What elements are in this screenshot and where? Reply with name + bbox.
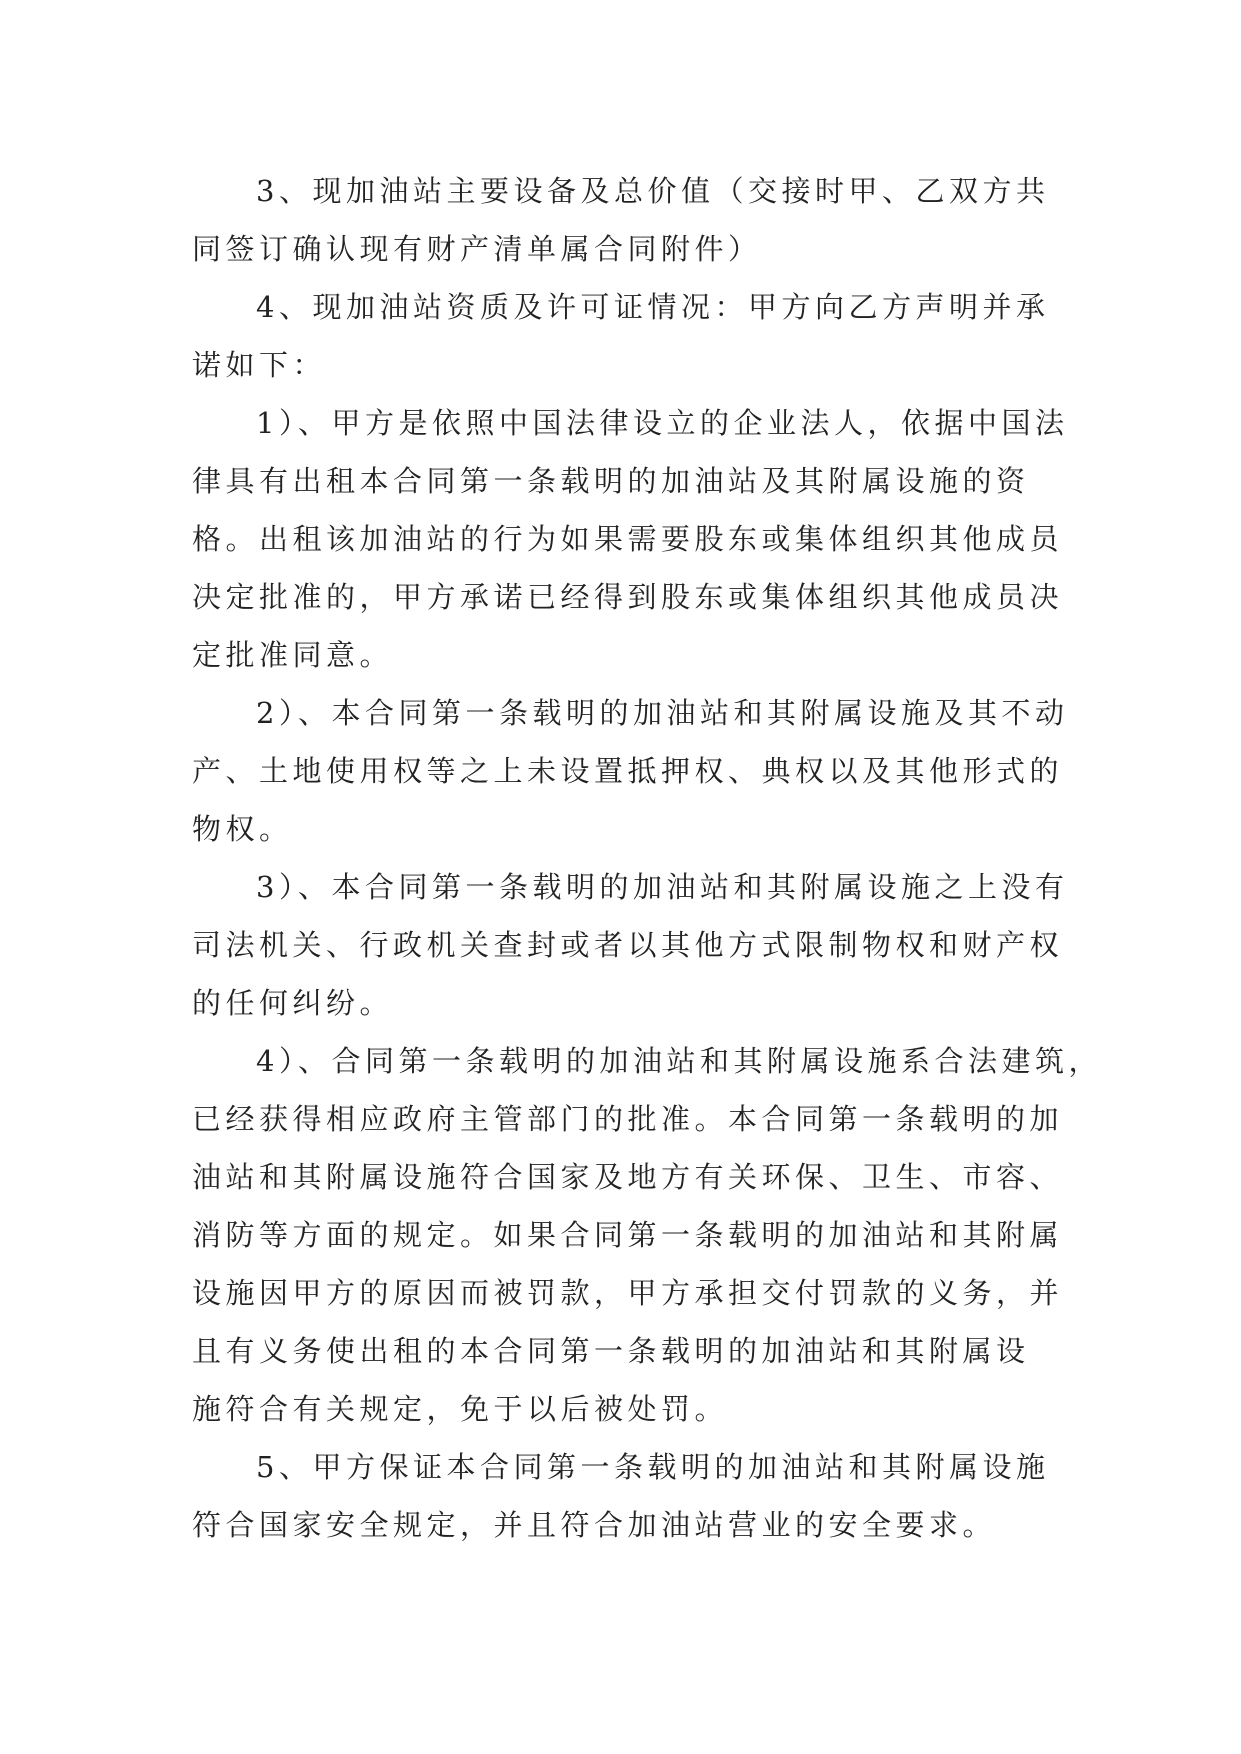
- item-4-line-7: 施符合有关规定，免于以后被处罚。: [192, 1392, 729, 1426]
- clause-4-line-2: 诺如下：: [192, 348, 327, 382]
- item-4-line-1: 4）、合同第一条载明的加油站和其附属设施系合法建筑，: [256, 1044, 1102, 1078]
- clause-5-line-2: 符合国家安全规定，并且符合加油站营业的安全要求。: [192, 1508, 997, 1542]
- item-4-line-3: 油站和其附属设施符合国家及地方有关环保、卫生、市容、: [192, 1160, 1064, 1194]
- clause-3-line-2: 同签订确认现有财产清单属合同附件）: [192, 232, 762, 266]
- item-3-line-2: 司法机关、行政机关查封或者以其他方式限制物权和财产权: [192, 928, 1064, 962]
- item-4-line-4: 消防等方面的规定。如果合同第一条载明的加油站和其附属: [192, 1218, 1064, 1252]
- item-4-line-5: 设施因甲方的原因而被罚款，甲方承担交付罚款的义务，并: [192, 1276, 1064, 1310]
- item-2-line-1: 2）、本合同第一条载明的加油站和其附属设施及其不动: [256, 696, 1069, 730]
- item-2-line-2: 产、土地使用权等之上未设置抵押权、典权以及其他形式的: [192, 754, 1064, 788]
- item-3-line-1: 3）、本合同第一条载明的加油站和其附属设施之上没有: [256, 870, 1069, 904]
- item-1-line-2: 律具有出租本合同第一条载明的加油站及其附属设施的资: [192, 464, 1030, 498]
- item-1-line-1: 1）、甲方是依照中国法律设立的企业法人，依据中国法: [256, 406, 1069, 440]
- item-2-line-3: 物权。: [192, 812, 293, 846]
- clause-4-line-1: 4、现加油站资质及许可证情况：甲方向乙方声明并承: [256, 290, 1050, 324]
- item-4-line-6: 且有义务使出租的本合同第一条载明的加油站和其附属设: [192, 1334, 1030, 1368]
- item-1-line-5: 定批准同意。: [192, 638, 394, 672]
- document-body: [192, 162, 1102, 1554]
- item-1-line-4: 决定批准的，甲方承诺已经得到股东或集体组织其他成员决: [192, 580, 1064, 614]
- clause-3-line-1: 3、现加油站主要设备及总价值（交接时甲、乙双方共: [256, 174, 1050, 208]
- clause-5-line-1: 5、甲方保证本合同第一条载明的加油站和其附属设施: [256, 1450, 1050, 1484]
- item-1-line-3: 格。出租该加油站的行为如果需要股东或集体组织其他成员: [192, 522, 1064, 556]
- item-4-line-2: 已经获得相应政府主管部门的批准。本合同第一条载明的加: [192, 1102, 1064, 1136]
- item-3-line-3: 的任何纠纷。: [192, 986, 394, 1020]
